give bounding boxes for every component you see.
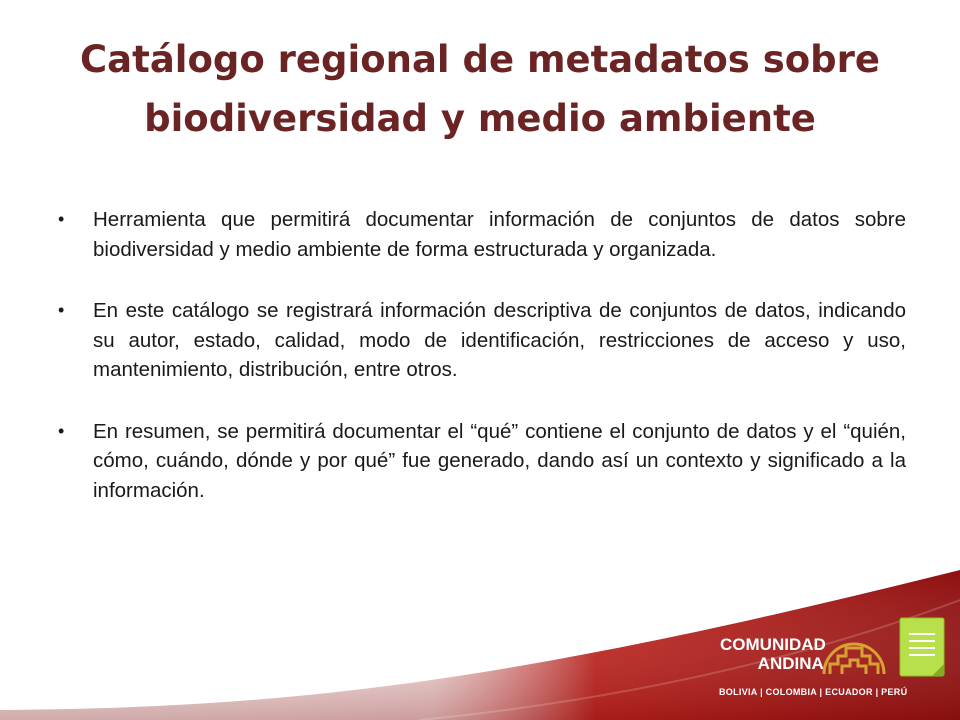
member-countries-label: BOLIVIA | COLOMBIA | ECUADOR | PERÚ (719, 687, 908, 697)
andean-stepped-arch-icon (820, 632, 888, 676)
logo-line-2: ANDINA (757, 654, 824, 673)
bullet-list (58, 205, 906, 537)
logo-line-1: COMUNIDAD (720, 635, 826, 654)
bullet-item (58, 205, 906, 264)
bullet-text: En resumen, se permitirá documentar el “qué” contiene el conjunto de datos y el “quién, cómo, cuándo, dónde y por qué” fue generado, dando así un contexto y significado a la información. (93, 419, 906, 502)
bullet-dot-icon: • (58, 300, 65, 320)
slide-title (40, 30, 920, 148)
bullet-dot-icon: • (58, 420, 65, 441)
bullet-text: En este catálogo se registrará información descriptiva de conjuntos de datos, indicando su autor, estado, calidad, modo de identificación, restricciones de acceso y uso, mantenimiento, distribución, entre otros. (93, 299, 906, 381)
bullet-text: Herramienta que permitirá documentar información de conjuntos de datos sobre biodiversidad y medio ambiente de forma estructurada y organizada. (93, 208, 906, 261)
bullet-item (58, 296, 906, 385)
bullet-dot-icon: • (58, 209, 65, 229)
bullet-item (58, 417, 906, 506)
green-sticky-note-icon[interactable] (898, 616, 946, 680)
comunidad-andina-logo-text (720, 635, 826, 673)
slide-title-line-1: Catálogo regional de metadatos sobre (80, 38, 880, 81)
slide-title-line-2: biodiversidad y medio ambiente (144, 97, 816, 140)
